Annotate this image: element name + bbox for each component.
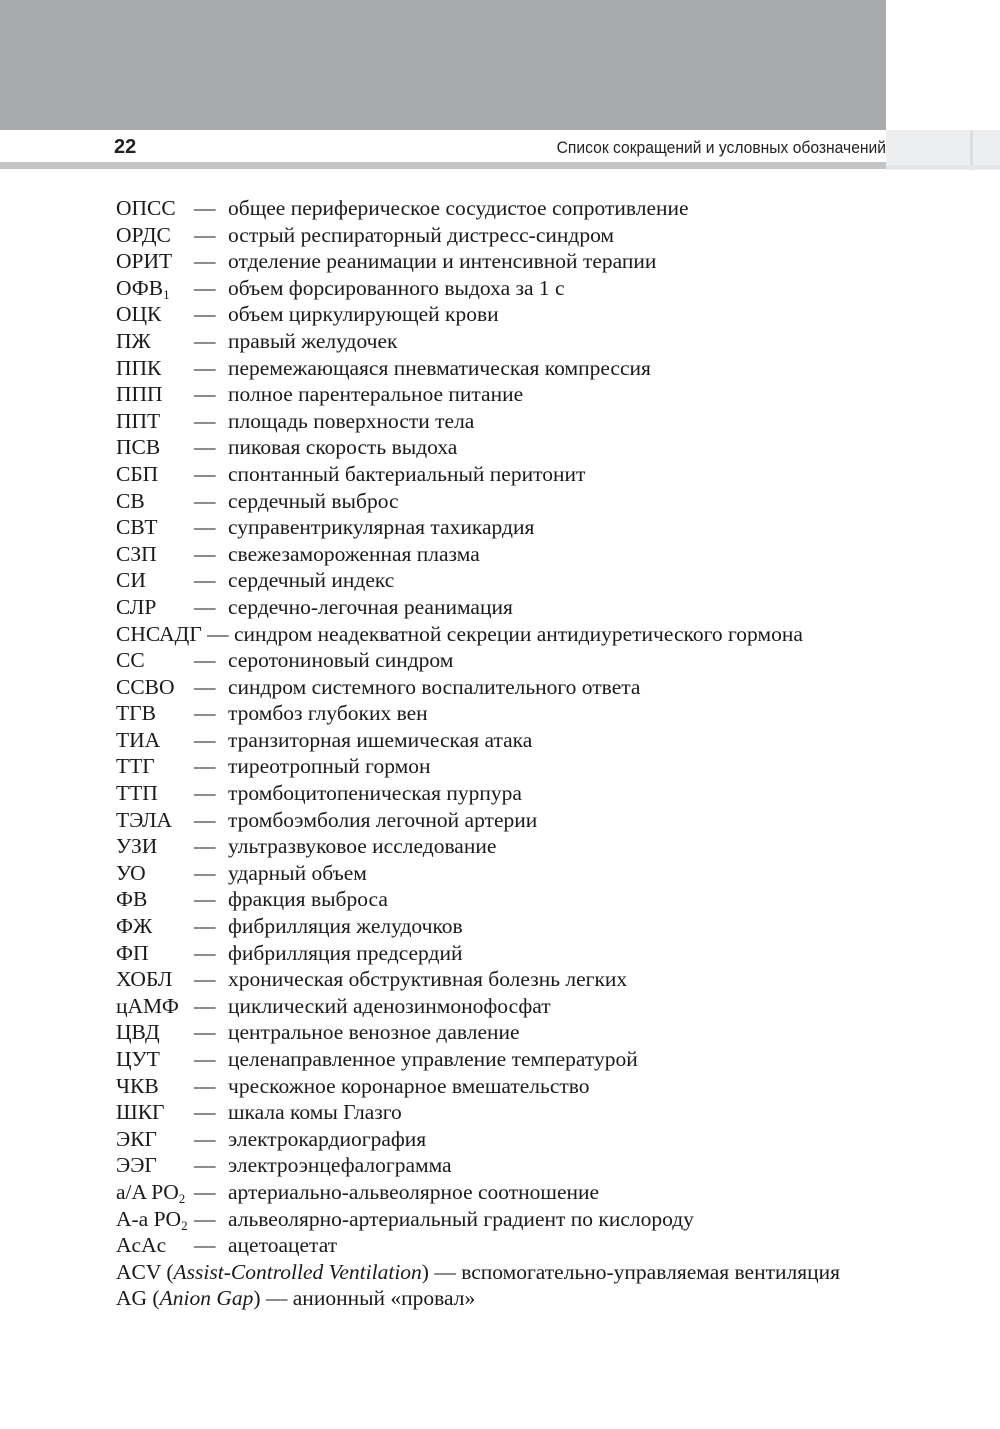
abbreviation-text: ТТП bbox=[116, 781, 158, 806]
entry-dash: — bbox=[194, 435, 216, 460]
entry-dash: — bbox=[194, 382, 216, 407]
entry-abbreviation bbox=[116, 328, 151, 355]
abbreviation-list bbox=[116, 195, 916, 1312]
entry-text-part: ) — анионный «провал» bbox=[253, 1286, 476, 1311]
abbreviation-text: ПЖ bbox=[116, 328, 151, 353]
entry-dash: — bbox=[194, 860, 216, 885]
running-title: Список сокращений и условных обозначений bbox=[556, 138, 886, 157]
abbreviation-text: СВТ bbox=[116, 515, 158, 540]
entry-dash: — bbox=[194, 940, 216, 965]
entry-dash: — bbox=[194, 515, 216, 540]
entry-abbreviation bbox=[116, 807, 172, 834]
list-item bbox=[116, 275, 916, 302]
entry-definition: тиреотропный гормон bbox=[228, 754, 431, 779]
entry-abbreviation bbox=[116, 753, 155, 780]
entry-abbreviation bbox=[116, 1099, 164, 1126]
abbreviation-text: ЭКГ bbox=[116, 1126, 157, 1151]
entry-definition: полное парентеральное питание bbox=[228, 382, 524, 407]
abbreviation-subscript: 2 bbox=[178, 1190, 186, 1206]
list-item bbox=[116, 248, 916, 275]
entry-definition: ацетоацетат bbox=[228, 1233, 338, 1258]
abbreviation-text: ТГВ bbox=[116, 701, 156, 726]
entry-definition: перемежающаяся пневматическая компрессия bbox=[228, 355, 651, 380]
entry-abbreviation bbox=[116, 1232, 166, 1259]
entry-definition: тромбоэмболия легочной артерии bbox=[228, 807, 538, 832]
entry-abbreviation bbox=[116, 408, 160, 435]
list-item bbox=[116, 1285, 916, 1312]
entry-dash: — bbox=[194, 701, 216, 726]
list-item bbox=[116, 753, 916, 780]
entry-abbreviation bbox=[116, 913, 152, 940]
entry-dash: — bbox=[194, 594, 216, 619]
entry-definition: электрокардиография bbox=[228, 1126, 427, 1151]
entry-abbreviation bbox=[116, 275, 170, 302]
entry-dash: — bbox=[194, 1126, 216, 1151]
entry-definition: острый респираторный дистресс-синдром bbox=[228, 222, 615, 247]
entry-definition: общее периферическое сосудистое сопротивление bbox=[228, 196, 689, 220]
list-item bbox=[116, 1073, 916, 1100]
entry-dash: — bbox=[194, 275, 216, 300]
entry-definition: свежезамороженная плазма bbox=[228, 541, 480, 566]
entry-abbreviation bbox=[116, 381, 163, 408]
abbreviation-text: ЦВД bbox=[116, 1020, 160, 1045]
list-item bbox=[116, 807, 916, 834]
list-item bbox=[116, 434, 916, 461]
abbreviation-text: ХОБЛ bbox=[116, 967, 173, 992]
list-item bbox=[116, 222, 916, 249]
list-item bbox=[116, 514, 916, 541]
entry-dash: — bbox=[194, 196, 216, 220]
abbreviation-text: ШКГ bbox=[116, 1100, 165, 1125]
entry-abbreviation bbox=[116, 195, 176, 222]
entry-abbreviation bbox=[116, 541, 157, 568]
list-item bbox=[116, 381, 916, 408]
abbreviation-text: цАМФ bbox=[116, 993, 179, 1018]
entry-abbreviation bbox=[116, 674, 175, 701]
entry-dash: — bbox=[194, 355, 216, 380]
entry-definition: площадь поверхности тела bbox=[228, 408, 475, 433]
list-item bbox=[116, 567, 916, 594]
abbreviation-text: ЦУТ bbox=[116, 1047, 160, 1071]
entry-dash: — bbox=[194, 648, 216, 673]
list-item bbox=[116, 886, 916, 913]
list-item bbox=[116, 700, 916, 727]
entry-abbreviation bbox=[116, 1126, 157, 1153]
entry-dash: — bbox=[194, 1153, 216, 1178]
entry-definition: тромбоцитопеническая пурпура bbox=[228, 781, 522, 806]
entry-dash: — bbox=[194, 249, 216, 274]
entry-definition: правый желудочек bbox=[228, 328, 398, 353]
list-item bbox=[116, 1179, 916, 1206]
abbreviation-text: ППТ bbox=[116, 408, 161, 433]
abbreviation-text: ПСВ bbox=[116, 435, 161, 460]
entry-dash: — bbox=[194, 674, 216, 699]
entry-abbreviation bbox=[116, 1206, 188, 1233]
entry-abbreviation bbox=[116, 301, 161, 328]
entry-dash: — bbox=[194, 408, 216, 433]
abbreviation-text: УЗИ bbox=[116, 834, 158, 859]
entry-definition: пиковая скорость выдоха bbox=[228, 435, 458, 460]
abbreviation-text: УО bbox=[116, 860, 146, 885]
entry-abbreviation bbox=[116, 514, 158, 541]
abbreviation-text: ТТГ bbox=[116, 754, 155, 779]
entry-definition: отделение реанимации и интенсивной терапии bbox=[228, 249, 657, 274]
entry-abbreviation bbox=[116, 700, 156, 727]
entry-definition: фибрилляция желудочков bbox=[228, 914, 463, 939]
entry-dash: — bbox=[194, 914, 216, 939]
abbreviation-text: ФВ bbox=[116, 887, 148, 912]
entry-dash: — bbox=[194, 834, 216, 859]
entry-abbreviation bbox=[116, 833, 157, 860]
entry-definition: хроническая обструктивная болезнь легких bbox=[228, 967, 628, 992]
list-item bbox=[116, 780, 916, 807]
entry-definition: целенаправленное управление температурой bbox=[228, 1047, 638, 1071]
entry-dash: — bbox=[194, 807, 216, 832]
entry-definition: транзиторная ишемическая атака bbox=[228, 727, 533, 752]
abbreviation-text: ОПСС bbox=[116, 196, 176, 220]
list-item bbox=[116, 328, 916, 355]
list-item bbox=[116, 594, 916, 621]
entry-abbreviation bbox=[116, 1019, 160, 1046]
entry-abbreviation bbox=[116, 966, 172, 993]
entry-abbreviation bbox=[116, 727, 160, 754]
entry-abbreviation bbox=[116, 886, 147, 913]
entry-dash: — bbox=[194, 541, 216, 566]
entry-dash: — bbox=[194, 328, 216, 353]
header-gray-band bbox=[0, 0, 886, 130]
entry-definition: спонтанный бактериальный перитонит bbox=[228, 461, 586, 486]
list-item bbox=[116, 621, 916, 648]
header-side-tab bbox=[886, 130, 1000, 170]
entry-definition: объем форсированного выдоха за 1 с bbox=[228, 275, 565, 300]
entry-full-text bbox=[116, 1259, 840, 1286]
entry-definition: тромбоз глубоких вен bbox=[228, 701, 428, 726]
entry-definition: сердечный индекс bbox=[228, 568, 395, 593]
entry-italic-term: Assist-Controlled Ventilation bbox=[173, 1259, 422, 1284]
abbreviation-text: ЧКВ bbox=[116, 1073, 159, 1098]
abbreviation-text: ОЦК bbox=[116, 302, 162, 327]
entry-text-part: AG ( bbox=[116, 1286, 160, 1311]
entry-dash: — bbox=[194, 461, 216, 486]
entry-abbreviation bbox=[116, 1179, 185, 1206]
entry-dash: — bbox=[194, 727, 216, 752]
list-item bbox=[116, 1152, 916, 1179]
entry-text-part: ACV ( bbox=[116, 1259, 174, 1284]
entry-abbreviation bbox=[116, 940, 149, 967]
entry-dash: — bbox=[194, 1047, 216, 1071]
entry-abbreviation bbox=[116, 567, 146, 594]
entry-dash: — bbox=[194, 488, 216, 513]
list-item bbox=[116, 1206, 916, 1233]
list-item bbox=[116, 355, 916, 382]
entry-abbreviation bbox=[116, 860, 146, 887]
abbreviation-text: ППП bbox=[116, 382, 163, 407]
entry-definition: циклический аденозинмонофосфат bbox=[228, 993, 551, 1018]
entry-dash: — bbox=[194, 993, 216, 1018]
entry-abbreviation bbox=[116, 222, 171, 249]
entry-definition: фибрилляция предсердий bbox=[228, 940, 463, 965]
list-item bbox=[116, 1232, 916, 1259]
entry-definition: электроэнцефалограмма bbox=[228, 1153, 452, 1178]
entry-definition: центральное венозное давление bbox=[228, 1020, 520, 1045]
list-item bbox=[116, 913, 916, 940]
entry-full-text bbox=[116, 1285, 475, 1312]
entry-definition: артериально-альвеолярное соотношение bbox=[228, 1179, 600, 1204]
entry-dash: — bbox=[194, 781, 216, 806]
header-side-tab-divider bbox=[970, 130, 973, 170]
entry-definition: суправентрикулярная тахикардия bbox=[228, 515, 535, 540]
abbreviation-text: ФЖ bbox=[116, 914, 153, 939]
list-item bbox=[116, 301, 916, 328]
entry-dash: — bbox=[194, 1020, 216, 1045]
entry-abbreviation bbox=[116, 780, 158, 807]
entry-abbreviation bbox=[116, 993, 179, 1020]
list-item bbox=[116, 541, 916, 568]
entry-dash: — bbox=[194, 1073, 216, 1098]
abbreviation-text: СЛР bbox=[116, 594, 157, 619]
abbreviation-text: СЗП bbox=[116, 541, 157, 566]
list-item bbox=[116, 1046, 916, 1073]
entry-definition: ультразвуковое исследование bbox=[228, 834, 497, 859]
abbreviation-text: a/A PO bbox=[116, 1179, 179, 1204]
abbreviation-text: ОФВ bbox=[116, 275, 164, 300]
entry-abbreviation bbox=[116, 248, 172, 275]
abbreviation-subscript: 1 bbox=[163, 286, 170, 302]
abbreviation-text: ТИА bbox=[116, 727, 161, 752]
list-item bbox=[116, 408, 916, 435]
entry-dash: — bbox=[194, 967, 216, 992]
entry-abbreviation bbox=[116, 594, 156, 621]
entry-abbreviation bbox=[116, 461, 158, 488]
entry-dash: — bbox=[194, 754, 216, 779]
header-rule bbox=[0, 162, 886, 169]
entry-abbreviation bbox=[116, 1073, 159, 1100]
abbreviation-text: СБП bbox=[116, 461, 159, 486]
page-number: 22 bbox=[114, 136, 137, 158]
entry-dash: — bbox=[194, 1179, 216, 1204]
list-item bbox=[116, 461, 916, 488]
entry-dash: — bbox=[194, 222, 216, 247]
list-item bbox=[116, 727, 916, 754]
entry-dash: — bbox=[194, 568, 216, 593]
list-item bbox=[116, 1126, 916, 1153]
abbreviation-text: AcAc bbox=[116, 1233, 167, 1258]
list-item bbox=[116, 1019, 916, 1046]
list-item bbox=[116, 833, 916, 860]
entry-dash: — bbox=[194, 302, 216, 327]
abbreviation-text: СВ bbox=[116, 488, 145, 513]
entry-dash: — bbox=[194, 887, 216, 912]
entry-definition: объем циркулирующей крови bbox=[228, 302, 499, 327]
entry-definition: шкала комы Глазго bbox=[228, 1100, 402, 1125]
entry-abbreviation bbox=[116, 647, 145, 674]
list-item bbox=[116, 674, 916, 701]
header-side-tab-rule bbox=[886, 165, 1000, 169]
entry-definition: синдром системного воспалительного ответа bbox=[228, 674, 641, 699]
list-item bbox=[116, 1099, 916, 1126]
list-item bbox=[116, 940, 916, 967]
abbreviation-text: ППК bbox=[116, 355, 162, 380]
list-item bbox=[116, 860, 916, 887]
entry-abbreviation bbox=[116, 355, 161, 382]
entry-definition: чрескожное коронарное вмешательство bbox=[228, 1073, 590, 1098]
entry-definition: сердечно-легочная реанимация bbox=[228, 594, 513, 619]
abbreviation-text: ФП bbox=[116, 940, 149, 965]
abbreviation-text: ССВО bbox=[116, 674, 175, 699]
entry-text-part: ) — вспомогательно-управляемая вентиляция bbox=[421, 1259, 841, 1284]
entry-italic-term: Anion Gap bbox=[159, 1286, 254, 1311]
abbreviation-text: ОРИТ bbox=[116, 249, 173, 274]
list-item bbox=[116, 488, 916, 515]
entry-abbreviation bbox=[116, 1046, 160, 1073]
abbreviation-text: ЭЭГ bbox=[116, 1153, 157, 1178]
list-item bbox=[116, 1259, 916, 1286]
entry-dash: — bbox=[194, 1233, 216, 1258]
entry-dash: — bbox=[194, 1206, 216, 1231]
entry-definition: серотониновый синдром bbox=[228, 648, 454, 673]
entry-full-text: СНСАДГ — синдром неадекватной секреции антидиуретического гормона bbox=[116, 621, 803, 646]
abbreviation-text: ОРДС bbox=[116, 222, 171, 247]
abbreviation-text: ТЭЛА bbox=[116, 807, 173, 832]
abbreviation-text: СС bbox=[116, 648, 145, 673]
entry-abbreviation bbox=[116, 434, 160, 461]
list-item bbox=[116, 966, 916, 993]
list-item bbox=[116, 647, 916, 674]
entry-dash: — bbox=[194, 1100, 216, 1125]
entry-definition: альвеолярно-артериальный градиент по кислороду bbox=[228, 1206, 694, 1231]
abbreviation-subscript: 2 bbox=[181, 1217, 188, 1233]
entry-definition: сердечный выброс bbox=[228, 488, 399, 513]
abbreviation-text: A-a PO bbox=[116, 1206, 182, 1231]
list-item bbox=[116, 195, 916, 222]
entry-abbreviation bbox=[116, 1152, 157, 1179]
entry-abbreviation bbox=[116, 488, 145, 515]
entry-definition: ударный объем bbox=[228, 860, 367, 885]
list-item bbox=[116, 993, 916, 1020]
abbreviation-text: СИ bbox=[116, 568, 146, 593]
entry-definition: фракция выброса bbox=[228, 887, 388, 912]
